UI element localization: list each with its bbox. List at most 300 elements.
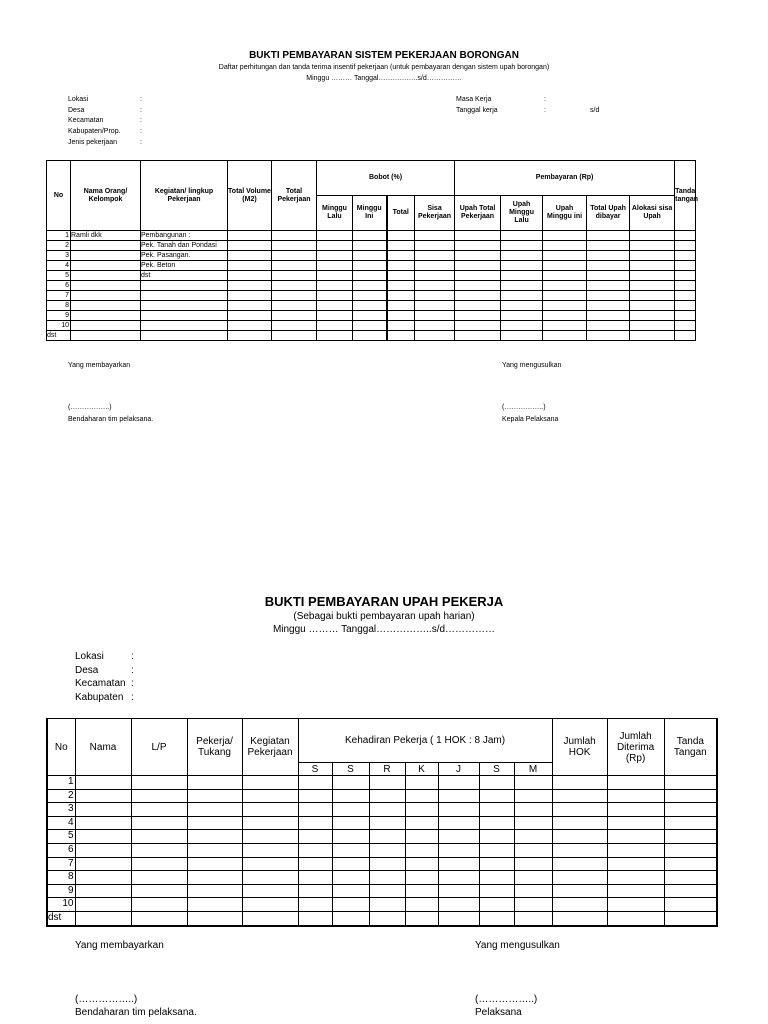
- table-cell: [455, 251, 501, 261]
- table-cell: [514, 789, 552, 803]
- form2-sign-left-role: Bendaharan tim pelaksana.: [75, 1007, 197, 1018]
- table-cell: [501, 301, 543, 311]
- table-cell: [187, 871, 242, 885]
- table-cell: [479, 816, 514, 830]
- table-cell: [664, 816, 717, 830]
- header2-lp: L/P: [131, 719, 187, 776]
- table-cell: [415, 281, 455, 291]
- form2-info: [75, 650, 134, 704]
- table-cell: [75, 884, 131, 898]
- table-cell: [131, 911, 187, 925]
- table-cell: [187, 830, 242, 844]
- table-row: [47, 871, 717, 885]
- row-no: 4: [47, 261, 71, 271]
- table-cell: [242, 898, 298, 912]
- table-row: [47, 911, 717, 925]
- table-cell: [298, 843, 332, 857]
- row-kegiatan: [141, 311, 228, 321]
- row-nama: [71, 291, 141, 301]
- table-cell: [514, 776, 552, 790]
- table-cell: [675, 251, 696, 261]
- table-row: [47, 789, 717, 803]
- table-cell: [455, 321, 501, 331]
- table-cell: [415, 261, 455, 271]
- table-cell: [501, 281, 543, 291]
- row-no: 6: [47, 843, 75, 857]
- table-cell: [675, 261, 696, 271]
- row-no: 1: [47, 231, 71, 241]
- table-cell: [607, 898, 664, 912]
- table-cell: [332, 898, 369, 912]
- table-cell: [552, 789, 607, 803]
- table-cell: [405, 898, 438, 912]
- row-no: 3: [47, 251, 71, 261]
- table-cell: [501, 251, 543, 261]
- table-cell: [317, 251, 353, 261]
- header2-jumlah-hok: Jumlah HOK: [552, 719, 607, 776]
- table-cell: [317, 241, 353, 251]
- table-row: [47, 857, 717, 871]
- table-cell: [187, 816, 242, 830]
- header-upah-minggu-lalu: Upah Minggu Lalu: [501, 196, 543, 231]
- table-cell: [228, 261, 272, 271]
- table-cell: [675, 331, 696, 341]
- table-cell: [131, 816, 187, 830]
- table-cell: [675, 291, 696, 301]
- table-cell: [587, 231, 630, 241]
- header-upah-minggu-ini: Upah Minggu ini: [543, 196, 587, 231]
- table-cell: [353, 331, 387, 341]
- table-cell: [228, 321, 272, 331]
- table-cell: [479, 911, 514, 925]
- form1-sign-right-title: Yang mengusulkan: [502, 362, 562, 369]
- row-no: 2: [47, 241, 71, 251]
- table-cell: [415, 321, 455, 331]
- table-cell: [479, 803, 514, 817]
- table-cell: [353, 321, 387, 331]
- row-nama: [71, 321, 141, 331]
- table-cell: [187, 843, 242, 857]
- table-row: [47, 898, 717, 912]
- header2-nama: Nama: [75, 719, 131, 776]
- table-cell: [317, 271, 353, 281]
- table-cell: [75, 830, 131, 844]
- table-cell: [228, 301, 272, 311]
- table-cell: [543, 271, 587, 281]
- table-row: [47, 321, 696, 331]
- table-cell: [75, 816, 131, 830]
- table-row: [47, 231, 696, 241]
- form1-sign-left-role: Bendaharan tim pelaksana.: [68, 416, 154, 423]
- table-cell: [272, 241, 317, 251]
- table-cell: [317, 281, 353, 291]
- form1-info-right: [456, 95, 599, 116]
- table-cell: [353, 281, 387, 291]
- table-cell: [405, 776, 438, 790]
- table-cell: [552, 871, 607, 885]
- table-cell: [501, 321, 543, 331]
- table-cell: [552, 803, 607, 817]
- table-row: [47, 301, 696, 311]
- table-cell: [552, 911, 607, 925]
- table-cell: [514, 857, 552, 871]
- row-kegiatan: [141, 281, 228, 291]
- table-cell: [405, 803, 438, 817]
- info-row-kabupaten: Kabupaten/Prop. :: [68, 128, 142, 136]
- table-cell: [607, 871, 664, 885]
- table-cell: [298, 857, 332, 871]
- table-cell: [630, 271, 675, 281]
- table-cell: [587, 301, 630, 311]
- table-cell: [298, 898, 332, 912]
- table-cell: [543, 331, 587, 341]
- table-cell: [543, 231, 587, 241]
- table-cell: [587, 291, 630, 301]
- table-cell: [332, 884, 369, 898]
- table-cell: [131, 898, 187, 912]
- table-cell: [317, 331, 353, 341]
- info-row-jenis: Jenis pekerjaan :: [68, 138, 142, 146]
- table-cell: [369, 830, 405, 844]
- row-kegiatan: Pek. Pasangan.: [141, 251, 228, 261]
- table-cell: [552, 816, 607, 830]
- table-cell: [514, 871, 552, 885]
- header2-day-rabu: R: [369, 763, 405, 776]
- info-row-tanggal-kerja: Tanggal kerja : s/d: [456, 106, 600, 114]
- table-cell: [369, 884, 405, 898]
- table-cell: [387, 231, 415, 241]
- table-cell: [242, 857, 298, 871]
- table-cell: [387, 241, 415, 251]
- table-cell: [75, 843, 131, 857]
- row-no: 7: [47, 857, 75, 871]
- form2-week-line: Minggu ……… Tanggal……………..s/d……………: [272, 624, 496, 635]
- table-cell: [514, 911, 552, 925]
- row-nama: [71, 261, 141, 271]
- table-cell: [405, 789, 438, 803]
- row-dst: dst: [47, 911, 75, 925]
- table-cell: [272, 321, 317, 331]
- table-cell: [298, 789, 332, 803]
- table-cell: [501, 291, 543, 301]
- table-cell: [242, 816, 298, 830]
- table-cell: [455, 231, 501, 241]
- header-bobot: Bobot (%): [317, 161, 455, 196]
- table-cell: [514, 803, 552, 817]
- table-cell: [438, 911, 479, 925]
- table-cell: [587, 261, 630, 271]
- table-cell: [187, 884, 242, 898]
- form2-sign-left-name: (……………..): [75, 994, 138, 1005]
- table-cell: [501, 241, 543, 251]
- table-cell: [131, 857, 187, 871]
- table-cell: [552, 776, 607, 790]
- table-cell: [438, 776, 479, 790]
- table-cell: [242, 789, 298, 803]
- table-cell: [514, 898, 552, 912]
- table-cell: [415, 251, 455, 261]
- table-cell: [630, 331, 675, 341]
- table-row: [47, 271, 696, 281]
- table-cell: [630, 251, 675, 261]
- table-cell: [438, 816, 479, 830]
- table-cell: [298, 871, 332, 885]
- table-cell: [501, 311, 543, 321]
- row-no: 6: [47, 281, 71, 291]
- row-no: 10: [47, 321, 71, 331]
- table-row: [47, 291, 696, 301]
- row-nama: [71, 281, 141, 291]
- table-cell: [353, 231, 387, 241]
- header-alokasi-sisa: Alokasi sisa Upah: [630, 196, 675, 231]
- table-cell: [141, 331, 228, 341]
- table-cell: [75, 911, 131, 925]
- table-cell: [228, 231, 272, 241]
- table-cell: [332, 803, 369, 817]
- table-cell: [675, 321, 696, 331]
- table-cell: [501, 331, 543, 341]
- table-cell: [587, 331, 630, 341]
- table-cell: [353, 271, 387, 281]
- info-row-lokasi: Lokasi :: [68, 96, 142, 103]
- table-cell: [298, 911, 332, 925]
- table-cell: [317, 261, 353, 271]
- table-cell: [298, 884, 332, 898]
- form1-sign-right-name: (……………..): [502, 404, 546, 411]
- table-cell: [587, 281, 630, 291]
- header-total: Total: [387, 196, 415, 231]
- table-cell: [479, 789, 514, 803]
- table-cell: [387, 331, 415, 341]
- header2-day-senin: S: [298, 763, 332, 776]
- info2-row-lokasi: Lokasi :: [75, 651, 134, 662]
- table-cell: [479, 898, 514, 912]
- form1-info-left: [68, 95, 142, 148]
- table-cell: [543, 251, 587, 261]
- table-cell: [501, 261, 543, 271]
- form2-sign-right-name: (……………..): [475, 994, 538, 1005]
- table-cell: [298, 830, 332, 844]
- table-cell: [298, 776, 332, 790]
- table-cell: [675, 241, 696, 251]
- table-cell: [405, 911, 438, 925]
- table-cell: [332, 857, 369, 871]
- header2-no: No: [47, 719, 75, 776]
- table-cell: [387, 271, 415, 281]
- table-cell: [664, 776, 717, 790]
- table-cell: [455, 261, 501, 271]
- info2-row-kabupaten: Kabupaten :: [75, 691, 134, 703]
- table-cell: [455, 281, 501, 291]
- table-cell: [317, 291, 353, 301]
- table-cell: [607, 803, 664, 817]
- header2-kegiatan: Kegiatan Pekerjaan: [242, 719, 298, 776]
- form1-table: [46, 160, 699, 341]
- table-cell: [514, 884, 552, 898]
- table-cell: [630, 231, 675, 241]
- table-cell: [369, 857, 405, 871]
- info-row-masa-kerja: Masa Kerja :: [456, 96, 546, 103]
- table-cell: [405, 857, 438, 871]
- table-cell: [317, 321, 353, 331]
- table-cell: [369, 803, 405, 817]
- table-cell: [455, 311, 501, 321]
- table-cell: [131, 884, 187, 898]
- table-cell: [272, 301, 317, 311]
- table-cell: [405, 830, 438, 844]
- table-cell: [543, 281, 587, 291]
- table-cell: [675, 281, 696, 291]
- table-cell: [552, 857, 607, 871]
- table-cell: [242, 871, 298, 885]
- table-cell: [131, 843, 187, 857]
- table-row: [47, 843, 717, 857]
- table-cell: [543, 291, 587, 301]
- header-total-pekerjaan: Total Pekerjaan: [272, 161, 317, 231]
- info2-row-kecamatan: Kecamatan :: [75, 678, 134, 689]
- header2-jumlah-diterima: Jumlah Diterima (Rp): [607, 719, 664, 776]
- header-pembayaran: Pembayaran (Rp): [455, 161, 675, 196]
- form2-title: BUKTI PEMBAYARAN UPAH PEKERJA: [264, 594, 504, 609]
- table-cell: [543, 241, 587, 251]
- info-row-desa: Desa :: [68, 106, 142, 114]
- table-cell: [298, 816, 332, 830]
- table-cell: [353, 251, 387, 261]
- table-cell: [272, 311, 317, 321]
- table-cell: [479, 857, 514, 871]
- table-cell: [387, 261, 415, 271]
- table-cell: [415, 301, 455, 311]
- table-cell: [332, 789, 369, 803]
- table-cell: [332, 911, 369, 925]
- table-cell: [228, 251, 272, 261]
- header-nama: Nama Orang/ Kelompok: [71, 161, 141, 231]
- table-cell: [242, 830, 298, 844]
- table-cell: [298, 803, 332, 817]
- table-cell: [317, 301, 353, 311]
- table-cell: [332, 776, 369, 790]
- table-cell: [501, 231, 543, 241]
- header2-tanda-tangan: Tanda Tangan: [664, 719, 717, 776]
- row-no: 3: [47, 803, 75, 817]
- table-row: [47, 251, 696, 261]
- table-cell: [607, 884, 664, 898]
- table-cell: [479, 776, 514, 790]
- table-row: [47, 776, 717, 790]
- table-cell: [353, 301, 387, 311]
- table-cell: [353, 261, 387, 271]
- row-nama: Ramli dkk: [71, 231, 141, 241]
- table-row: [47, 816, 717, 830]
- table-cell: [75, 803, 131, 817]
- table-cell: [71, 331, 141, 341]
- header2-day-selasa: S: [332, 763, 369, 776]
- table-cell: [415, 311, 455, 321]
- header-minggu-ini: Minggu Ini: [353, 196, 387, 231]
- table-cell: [479, 830, 514, 844]
- table-cell: [131, 830, 187, 844]
- table-cell: [543, 321, 587, 331]
- form1-sign-left-name: (……………..): [68, 404, 112, 411]
- table-cell: [242, 884, 298, 898]
- table-cell: [630, 311, 675, 321]
- table-cell: [664, 911, 717, 925]
- table-cell: [587, 251, 630, 261]
- table-cell: [438, 898, 479, 912]
- table-cell: [438, 871, 479, 885]
- row-kegiatan: Pek. Tanah dan Pondasi: [141, 241, 228, 251]
- table-cell: [272, 271, 317, 281]
- header2-day-sabtu: S: [479, 763, 514, 776]
- table-cell: [75, 776, 131, 790]
- row-no: 8: [47, 871, 75, 885]
- table-cell: [607, 816, 664, 830]
- table-cell: [543, 311, 587, 321]
- table-cell: [552, 843, 607, 857]
- table-cell: [664, 803, 717, 817]
- table-cell: [369, 816, 405, 830]
- table-cell: [369, 871, 405, 885]
- table-cell: [438, 830, 479, 844]
- row-no: 4: [47, 816, 75, 830]
- header-tanda-tangan: Tanda tangan: [675, 161, 696, 231]
- table-cell: [543, 301, 587, 311]
- row-nama: [71, 271, 141, 281]
- table-cell: [479, 871, 514, 885]
- table-cell: [664, 898, 717, 912]
- header-no: No: [47, 161, 71, 231]
- table-cell: [353, 291, 387, 301]
- row-kegiatan: Pek. Beton: [141, 261, 228, 271]
- table-cell: [552, 830, 607, 844]
- table-cell: [664, 843, 717, 857]
- row-nama: [71, 251, 141, 261]
- table-cell: [630, 321, 675, 331]
- table-cell: [607, 830, 664, 844]
- table-cell: [501, 271, 543, 281]
- table-cell: [369, 911, 405, 925]
- table-cell: [369, 776, 405, 790]
- table-cell: [630, 301, 675, 311]
- table-cell: [607, 789, 664, 803]
- table-cell: [131, 871, 187, 885]
- table-cell: [664, 871, 717, 885]
- row-no: 5: [47, 830, 75, 844]
- table-row: [47, 884, 717, 898]
- header-kegiatan: Kegiatan/ lingkup Pekerjaan: [141, 161, 228, 231]
- header2-day-jumat: J: [438, 763, 479, 776]
- table-cell: [479, 884, 514, 898]
- table-cell: [514, 843, 552, 857]
- table-cell: [514, 816, 552, 830]
- table-cell: [455, 291, 501, 301]
- table-cell: [228, 311, 272, 321]
- row-kegiatan: [141, 291, 228, 301]
- row-no: 9: [47, 311, 71, 321]
- row-nama: [71, 301, 141, 311]
- table-cell: [664, 830, 717, 844]
- row-no: 5: [47, 271, 71, 281]
- header2-day-minggu: M: [514, 763, 552, 776]
- row-dst: dst: [47, 331, 71, 341]
- table-cell: [552, 884, 607, 898]
- table-cell: [242, 843, 298, 857]
- table-row: [47, 241, 696, 251]
- table-cell: [543, 261, 587, 271]
- table-cell: [664, 884, 717, 898]
- form2-sign-right-role: Pelaksana: [475, 1007, 522, 1018]
- header-upah-total: Upah Total Pekerjaan: [455, 196, 501, 231]
